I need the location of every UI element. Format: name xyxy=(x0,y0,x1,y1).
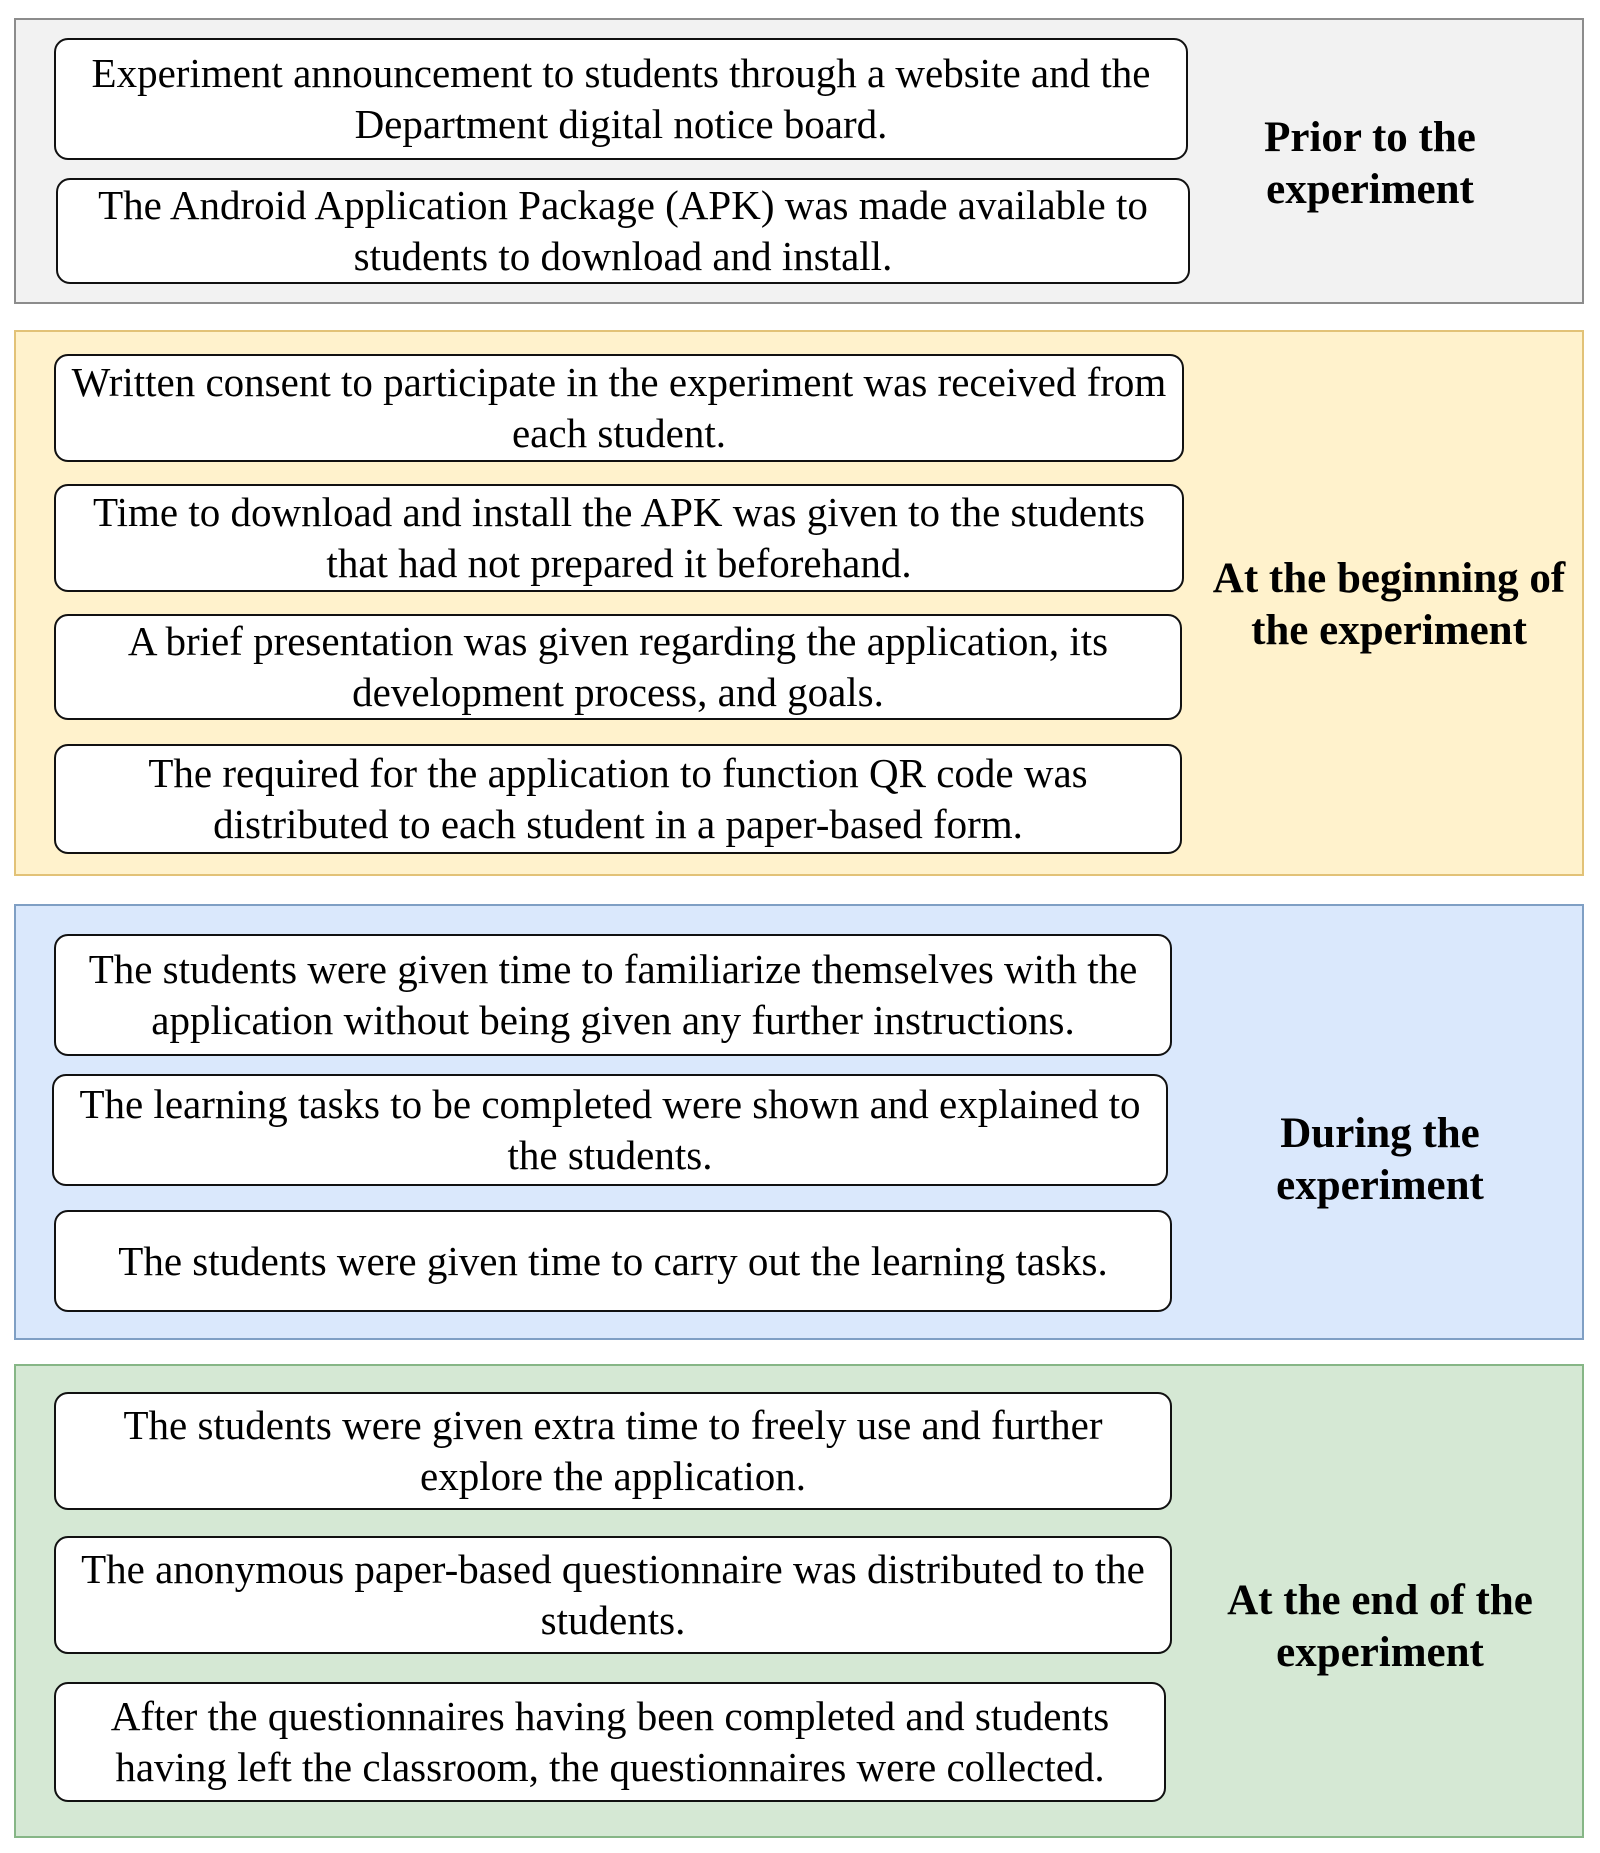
step-carry-out-tasks: The students were given time to carry out the learning tasks. xyxy=(54,1210,1172,1312)
step-qr-code: The required for the application to function QR code was distributed to each student in a paper-based form. xyxy=(54,744,1182,854)
step-extra-time: The students were given extra time to freely use and further explore the application. xyxy=(54,1392,1172,1510)
step-announcement: Experiment announcement to students through a website and the Department digital notice board. xyxy=(54,38,1188,160)
step-familiarize: The students were given time to familiarize themselves with the application without being given any further instructions. xyxy=(54,934,1172,1056)
phase-label-end: At the end of the experiment xyxy=(1227,1577,1533,1676)
step-apk-available: The Android Application Package (APK) was made available to students to download and install. xyxy=(56,178,1190,284)
phase-label-prior: Prior to the experiment xyxy=(1264,114,1476,213)
step-download-time: Time to download and install the APK was given to the students that had not prepared it beforehand. xyxy=(54,484,1184,592)
step-tasks-shown: The learning tasks to be completed were shown and explained to the students. xyxy=(52,1074,1168,1186)
step-questionnaire-collected: After the questionnaires having been completed and students having left the classroom, the questionnaires were collected. xyxy=(54,1682,1166,1802)
phase-label-during: During the experiment xyxy=(1276,1110,1484,1209)
step-presentation: A brief presentation was given regarding the application, its development process, and goals. xyxy=(54,614,1182,720)
phase-label-beginning: At the beginning of the experiment xyxy=(1212,555,1566,654)
step-questionnaire-distributed: The anonymous paper-based questionnaire was distributed to the students. xyxy=(54,1536,1172,1654)
step-written-consent: Written consent to participate in the experiment was received from each student. xyxy=(54,354,1184,462)
